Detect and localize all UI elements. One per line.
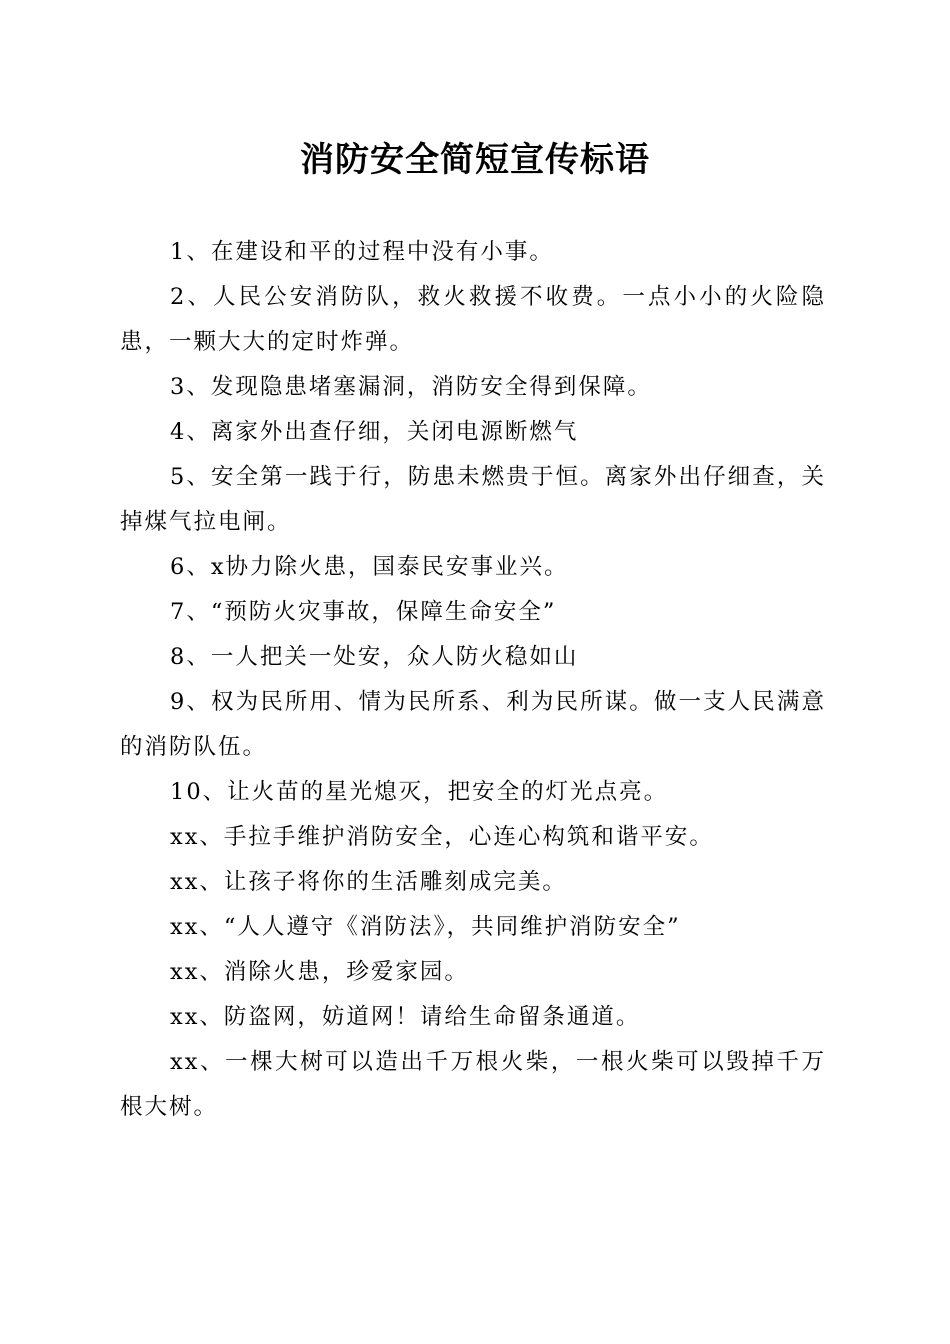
slogan-item-1: 1、在建设和平的过程中没有小事。	[170, 239, 554, 265]
slogan-item-10: 10、让火苗的星光熄灭，把安全的灯光点亮。	[170, 779, 669, 805]
slogan-item-8: 8、一人把关一处安，众人防火稳如山	[170, 644, 579, 670]
slogan-item-14: xx、消除火患，珍爱家园。	[170, 959, 469, 985]
slogan-item-7: 7、“预防火灾事故，保障生命安全”	[170, 599, 557, 625]
slogan-item-5: 5、安全第一践于行，防患未燃贵于恒。离家外出仔细查，关掉煤气拉电闸。	[120, 464, 826, 535]
slogan-item-6: 6、x协力除火患，国泰民安事业兴。	[170, 554, 569, 580]
slogan-item-2: 2、人民公安消防队，救火救援不收费。一点小小的火险隐患，一颗大大的定时炸弹。	[120, 284, 826, 355]
document-title: 消防安全简短宣传标语	[300, 140, 650, 180]
slogan-list	[120, 230, 826, 1130]
slogan-item-4: 4、离家外出查仔细，关闭电源断燃气	[170, 419, 579, 445]
slogan-item-3: 3、发现隐患堵塞漏洞，消防安全得到保障。	[170, 374, 652, 400]
slogan-item-11: xx、手拉手维护消防安全，心连心构筑和谐平安。	[170, 824, 714, 850]
slogan-item-16: xx、一棵大树可以造出千万根火柴，一根火柴可以毁掉千万根大树。	[120, 1049, 826, 1120]
slogan-item-13: xx、“人人遵守《消防法》，共同维护消防安全”	[170, 914, 681, 940]
slogan-item-9: 9、权为民所用、情为民所系、利为民所谋。做一支人民满意的消防队伍。	[120, 689, 826, 760]
slogan-item-12: xx、让孩子将你的生活雕刻成完美。	[170, 869, 567, 895]
slogan-item-15: xx、防盗网，妨道网！请给生命留条通道。	[170, 1004, 641, 1030]
